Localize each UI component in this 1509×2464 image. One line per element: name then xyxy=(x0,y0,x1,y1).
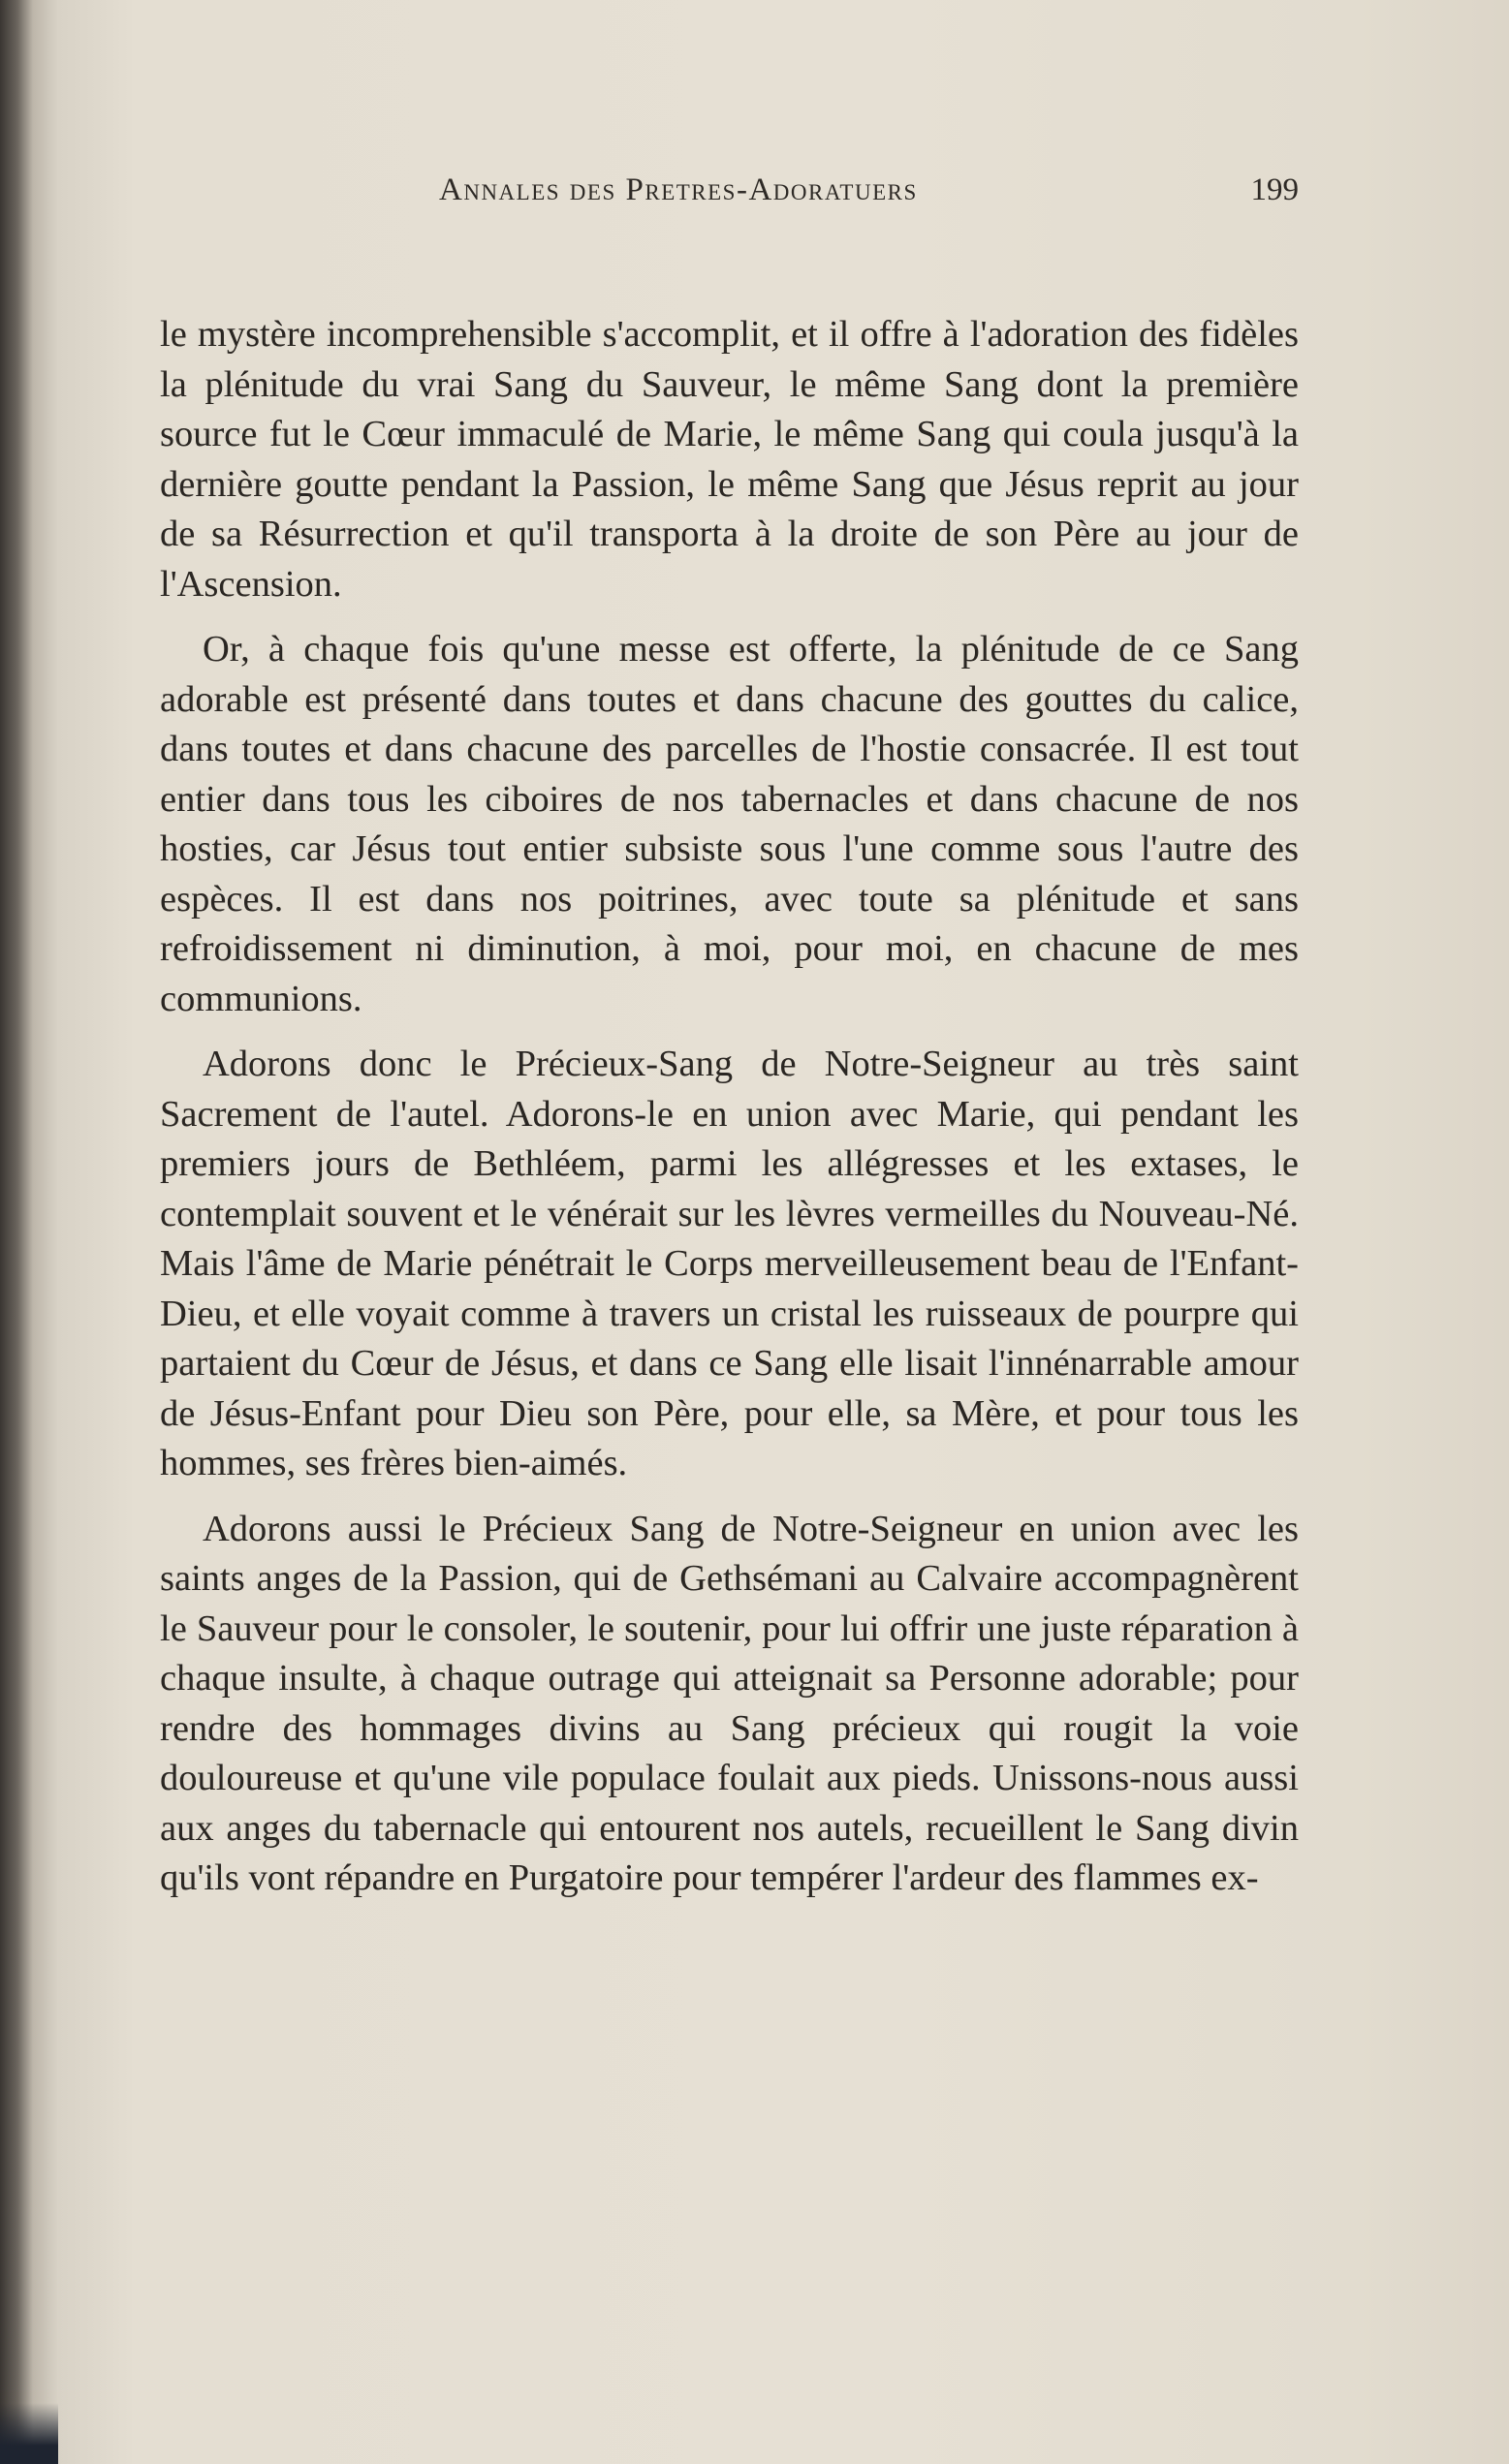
running-title: Annales des Pretres-Adoratuers xyxy=(439,172,918,207)
body-text xyxy=(160,310,1299,1919)
page-header xyxy=(160,172,1299,211)
paragraph-continued: le mystère incomprehensible s'accomplit, et il offre à l'adoration des fidèles la plénitude du vrai Sang du Sauveur, le même Sang dont la première source fut le Cœur immaculé de Marie, le même Sang qui coula jusqu'à la dernière goutte pendant la Passion, le même Sang que Jésus reprit au jour de sa Résurrection et qu'il transporta à la droite de son Père au jour de l'Ascension. xyxy=(160,314,1299,605)
paragraph: Adorons donc le Précieux-Sang de Notre-Seigneur au très saint Sacrement de l'autel. Adorons-le en union avec Marie, qui pendant les premiers jours de Bethléem, parmi les allégresses et les extases, le contemplait souvent et le vénérait sur les lèvres vermeilles du Nouveau-Né. Mais l'âme de Marie pénétrait le Corps merveilleusement beau de l'Enfant-Dieu, et elle voyait comme à travers un cristal les ruisseaux de pourpre qui partaient du Cœur de Jésus, et dans ce Sang elle lisait l'innénarrable amour de Jésus-Enfant pour Dieu son Père, pour elle, sa Mère, et pour tous les hommes, ses frères bien-aimés. xyxy=(160,1044,1299,1483)
paragraph: Adorons aussi le Précieux Sang de Notre-Seigneur en union avec les saints anges de la Passion, qui de Gethsémani au Calvaire accompagnèrent le Sauveur pour le consoler, le soutenir, pour lui offrir une juste réparation à chaque insulte, à chaque outrage qui atteignait sa Personne adorable; pour rendre des hommages divins au Sang précieux qui rougit la voie douloureuse et qu'une vile populace foulait aux pieds. Unissons-nous aussi aux anges du tabernacle qui entourent nos autels, recueillent le Sang divin qu'ils vont répandre en Purgatoire pour tempérer l'ardeur des flammes ex- xyxy=(160,1508,1299,1898)
page-number: 199 xyxy=(1250,172,1299,207)
paragraph: Or, à chaque fois qu'une messe est offerte, la plénitude de ce Sang adorable est présenté dans toutes et dans chacune des gouttes du calice, dans toutes et dans chacune des parcelles de l'hostie consacrée. Il est tout entier dans tous les ciboires de nos tabernacles et dans chacune de nos hosties, car Jésus tout entier subsiste sous l'une comme sous l'autre des espèces. Il est dans nos poitrines, avec toute sa plénitude et sans refroidissement ni diminution, à moi, pour moi, en chacune de mes communions. xyxy=(160,629,1299,1019)
spine-edge xyxy=(0,2403,58,2464)
